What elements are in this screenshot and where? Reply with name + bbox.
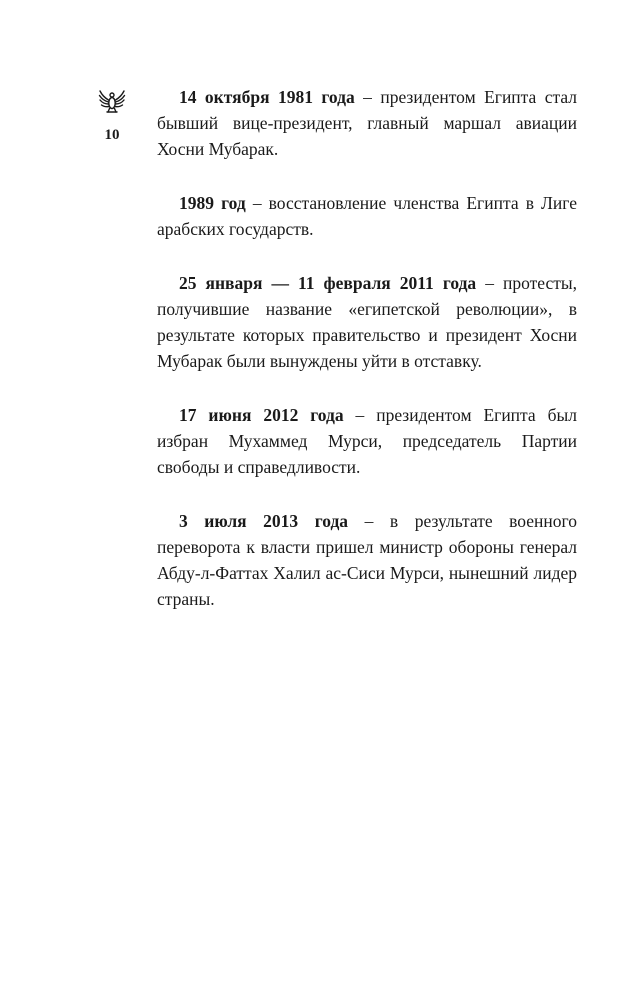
entry-text: – протесты, получившие название «египетской революции», в результате которых правительство и президент Хосни Мубарак были вынуждены уйти в отставку.	[157, 273, 577, 371]
entry-date: 25 января — 11 февраля 2011 года	[179, 273, 477, 293]
entry-text: – в результате военного переворота к власти пришел министр обороны генерал Абду-л-Фаттах Халил ас-Сиси Мурси, нынешний лидер страны.	[157, 511, 577, 609]
chronology-entry-3	[157, 270, 577, 374]
page-margin	[92, 86, 132, 144]
entry-text: – президентом Египта стал бывший вице-президент, главный маршал авиации Хосни Мубарак.	[157, 87, 578, 159]
entry-date: 17 июня 2012 года	[179, 405, 344, 425]
entry-date: 3 июля 2013 года	[179, 511, 349, 531]
chronology-entry-5	[157, 508, 577, 612]
chronology-text	[157, 84, 577, 640]
chronology-entry-2	[157, 190, 577, 242]
chronology-entry-4	[157, 402, 577, 480]
entry-text: – президентом Египта был избран Мухаммед Мурси, председатель Партии свободы и справедливости.	[157, 405, 577, 477]
chronology-entry-1	[157, 84, 577, 162]
entry-date: 14 октября 1981 года	[179, 87, 355, 107]
scarab-ornament-icon	[97, 86, 127, 116]
entry-text: – восстановление членства Египта в Лиге арабских государств.	[157, 193, 578, 239]
entry-date: 1989 год	[179, 193, 246, 213]
page-number: 10	[104, 127, 120, 143]
